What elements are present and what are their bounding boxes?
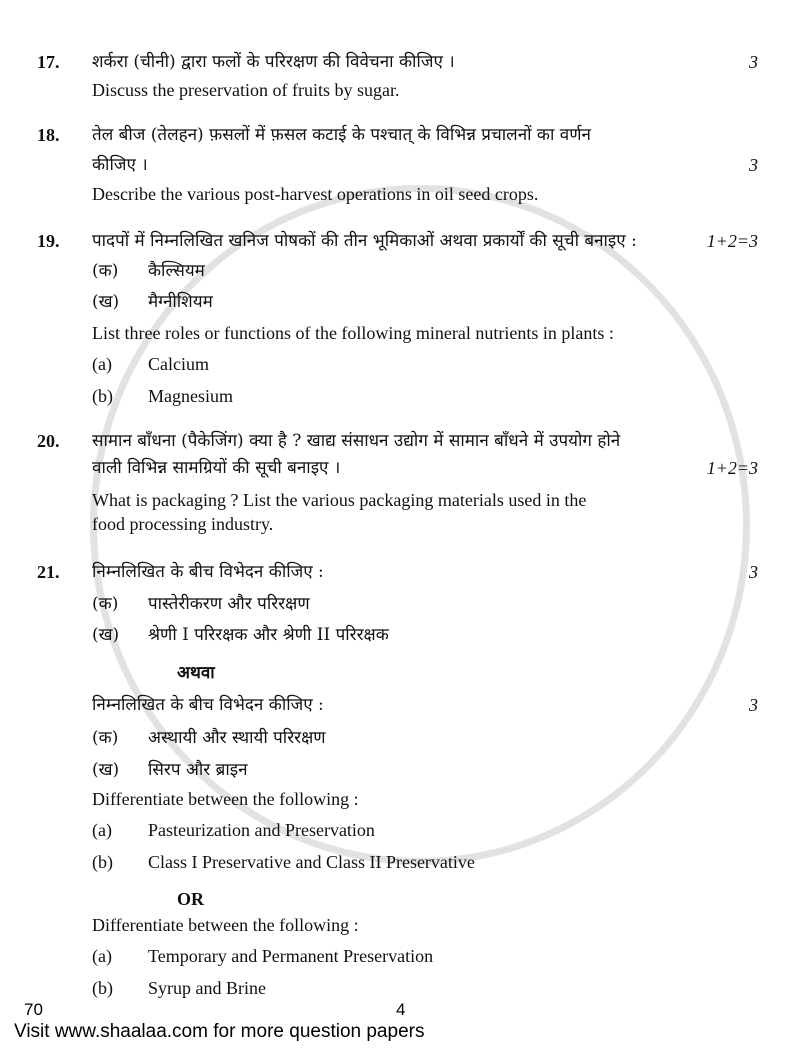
item-text: Pasteurization and Preservation <box>148 820 375 840</box>
question-20-hindi-row-2 <box>37 457 758 479</box>
sub-item <box>37 624 758 646</box>
question-18-hindi-row-2 <box>37 154 758 176</box>
item-label: (a) <box>92 820 112 840</box>
or-heading-english: OR <box>177 889 204 909</box>
question-text-hindi: सामान बाँधना (पैकेजिंग) क्या है ? खाद्य संसाधन उद्योग में सामान बाँधने में उपयोग होने <box>92 431 621 451</box>
question-text-hindi: निम्नलिखित के बीच विभेदन कीजिए : <box>92 695 324 715</box>
item-label: (क) <box>92 594 119 614</box>
sub-item <box>37 759 758 781</box>
question-19-hindi-row <box>37 230 758 252</box>
or-row-english <box>37 888 758 910</box>
question-text-hindi: शर्करा (चीनी) द्वारा फलों के परिरक्षण की विवेचना कीजिए । <box>92 52 455 72</box>
sub-item <box>37 945 758 967</box>
question-text-hindi: वाली विभिन्न सामग्रियों की सूची बनाइए । <box>92 458 341 478</box>
marks: 3 <box>749 562 758 582</box>
question-21-alt-hindi-row <box>37 694 758 716</box>
question-text-english: List three roles or functions of the following mineral nutrients in plants : <box>92 323 614 343</box>
item-text: मैग्नीशियम <box>148 292 213 312</box>
item-label: (ख) <box>92 292 120 312</box>
marks: 3 <box>749 52 758 72</box>
page-number: 4 <box>396 1000 406 1019</box>
sub-item <box>37 727 758 749</box>
item-text: पास्तेरीकरण और परिरक्षण <box>148 594 310 614</box>
item-label: (b) <box>92 386 113 406</box>
item-label: (ख) <box>92 625 120 645</box>
question-text-english: food processing industry. <box>92 514 274 534</box>
question-20-english-row <box>37 489 758 511</box>
sub-item <box>37 353 758 375</box>
question-number: 18. <box>37 125 60 145</box>
item-text: श्रेणी I परिरक्षक और श्रेणी II परिरक्षक <box>148 625 389 645</box>
question-text-hindi: कीजिए । <box>92 155 148 175</box>
question-text-hindi: पादपों में निम्नलिखित खनिज पोषकों की तीन भूमिकाओं अथवा प्रकार्यों की सूची बनाइए : <box>92 231 637 251</box>
marks: 1+2=3 <box>706 458 758 478</box>
item-label: (क) <box>92 261 119 281</box>
footer-row <box>24 1001 758 1019</box>
marks: 3 <box>749 695 758 715</box>
item-text: Syrup and Brine <box>148 978 266 998</box>
item-label: (a) <box>92 946 112 966</box>
question-21-hindi-row <box>37 561 758 583</box>
question-number: 20. <box>37 431 60 451</box>
marks: 3 <box>749 155 758 175</box>
question-text-english: Describe the various post-harvest operations in oil seed crops. <box>92 184 539 204</box>
question-20-hindi-row <box>37 430 758 452</box>
question-text-english: What is packaging ? List the various packaging materials used in the <box>92 490 587 510</box>
question-text-english: Differentiate between the following : <box>92 789 359 809</box>
or-heading-hindi: अथवा <box>177 663 215 683</box>
question-number: 19. <box>37 231 60 251</box>
question-18-hindi-row <box>37 124 758 146</box>
item-label: (b) <box>92 852 113 872</box>
sub-item <box>37 819 758 841</box>
item-label: (a) <box>92 354 112 374</box>
sub-item <box>37 977 758 999</box>
question-17-english-row <box>37 79 758 101</box>
question-20-english-row-2 <box>37 513 758 535</box>
footer-visit-link[interactable]: Visit www.shaalaa.com for more question papers <box>14 1021 425 1042</box>
or-row-hindi <box>37 662 758 684</box>
sub-item <box>37 260 758 282</box>
sub-item <box>37 851 758 873</box>
item-text: Class I Preservative and Class II Preservative <box>148 852 475 872</box>
question-number: 17. <box>37 52 60 72</box>
item-text: Temporary and Permanent Preservation <box>148 946 434 966</box>
question-text-hindi: निम्नलिखित के बीच विभेदन कीजिए : <box>92 562 324 582</box>
question-18-english-row <box>37 183 758 205</box>
item-text: Calcium <box>148 354 209 374</box>
sub-item <box>37 385 758 407</box>
sub-item <box>37 593 758 615</box>
question-number: 21. <box>37 562 60 582</box>
item-text: कैल्सियम <box>148 261 205 281</box>
question-21-alt-english-row <box>37 914 758 936</box>
question-text-english: Differentiate between the following : <box>92 915 359 935</box>
question-17-hindi-row <box>37 51 758 73</box>
paper-code: 70 <box>24 1000 43 1019</box>
question-text-english: Discuss the preservation of fruits by sugar. <box>92 80 400 100</box>
item-label: (ख) <box>92 760 120 780</box>
item-text: Magnesium <box>148 386 233 406</box>
question-19-english-row <box>37 322 758 344</box>
marks: 1+2=3 <box>706 231 758 251</box>
sub-item <box>37 291 758 313</box>
item-label: (b) <box>92 978 113 998</box>
item-label: (क) <box>92 728 119 748</box>
question-text-hindi: तेल बीज (तेलहन) फ़सलों में फ़सल कटाई के पश्चात् के विभिन्न प्रचालनों का वर्णन <box>92 125 591 145</box>
question-21-english-row <box>37 788 758 810</box>
item-text: सिरप और ब्राइन <box>148 760 248 780</box>
item-text: अस्थायी और स्थायी परिरक्षण <box>148 728 326 748</box>
